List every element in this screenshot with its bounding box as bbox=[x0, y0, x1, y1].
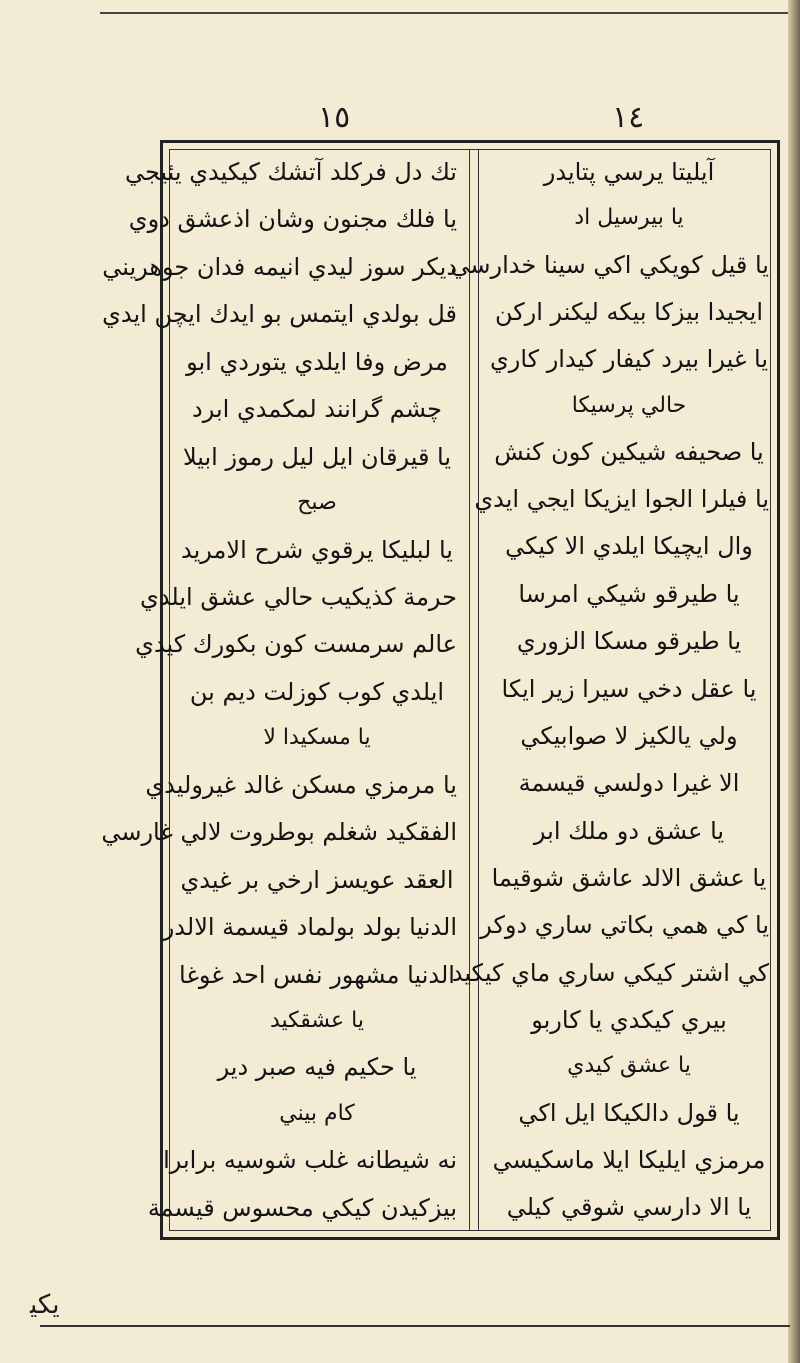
text-line: يا الا دارسي شوقي كيلي bbox=[506, 1193, 752, 1222]
text-line: بيزكيدن كيكي محسوس قيسمة bbox=[147, 1193, 457, 1222]
text-line: يا عشق الالد عاشق شوقيما bbox=[491, 863, 767, 892]
top-rule bbox=[100, 12, 790, 14]
text-line: يا عشق كيدي bbox=[567, 1053, 691, 1079]
text-line: ديكر سوز ليدي انيمه فدان جوهريني bbox=[102, 252, 457, 281]
text-line: يا طيرقو مسكا الزوري bbox=[516, 627, 742, 656]
text-line: يا عشقكيد bbox=[269, 1008, 365, 1034]
text-line: چشم گرانند لمكمدي ابرد bbox=[192, 395, 442, 424]
text-line: يا مرمزي مسكن غالد غيروليدي bbox=[145, 770, 457, 799]
text-line: يا حكيم فيه صبر دير bbox=[217, 1053, 417, 1082]
text-line: ولي يالكيز لا صوابيكي bbox=[520, 721, 738, 750]
text-line: الا غيرا دولسي قيسمة bbox=[518, 769, 740, 798]
catchword: ﻳﻜﻴ bbox=[30, 1290, 60, 1320]
text-line: مرض وفا ايلدي يتوردي ابو bbox=[186, 347, 448, 376]
text-line: يا طيرقو شيكي امرسا bbox=[518, 579, 740, 608]
text-line: كام بيني bbox=[279, 1100, 355, 1126]
bottom-rule bbox=[40, 1325, 790, 1327]
left-page-number: ١٥ bbox=[318, 100, 351, 135]
text-line: يا قيل كويكي اكي سينا خدارسي bbox=[450, 250, 769, 279]
text-line: يا فلك مجنون وشان اذعشق دوي bbox=[128, 205, 457, 234]
text-line: الدنيا مشهور نفس احد غوغا bbox=[179, 960, 455, 989]
left-column bbox=[101, 153, 461, 1227]
text-line: يا مسكيدا لا bbox=[263, 725, 371, 751]
text-line: يا صحيفه شيكين كون كنش bbox=[494, 437, 764, 466]
text-line: الفقكيد شغلم بوطروت لالي غارسي bbox=[101, 818, 457, 847]
text-line: يا فيلرا الجوا ايزيكا ايجي ايدي bbox=[474, 485, 769, 514]
right-column bbox=[450, 153, 773, 1227]
text-line: الدنيا بولد بولماد قيسمة الالدر bbox=[162, 913, 457, 942]
text-line: قل بولدي ايتمس بو ايدك ايچن ايدي bbox=[102, 300, 457, 329]
text-line: عالم سرمست كون بكورك كيدي bbox=[135, 630, 457, 659]
text-line: يا غيرا بيرد كيفار كيدار كاري bbox=[489, 345, 769, 374]
text-line: نه شيطانه غلب شوسيه برابرا bbox=[163, 1146, 457, 1175]
text-line: يا لبليكا يرقوي شرح الامريد bbox=[181, 535, 453, 564]
text-line: يا بيرسيل اد bbox=[574, 205, 684, 231]
text-frame bbox=[101, 140, 780, 1240]
text-line: مرمزي ايليكا ايلا ماسكيسي bbox=[492, 1145, 766, 1174]
text-line: تك دل فركلد آتشك كيكيدي يئيجي bbox=[124, 158, 457, 186]
text-line: يا عقل دخي سيرا زير ايكا bbox=[501, 674, 757, 703]
text-line: حرمة كذيكيب حالي عشق ايلدي bbox=[140, 583, 457, 612]
text-line: آيليتا يرسي پتايدر bbox=[543, 158, 715, 186]
text-line: صبح bbox=[297, 490, 337, 516]
text-line: يا كي همي بكاتي ساري دوكر bbox=[480, 911, 769, 940]
text-line: يا عشق دو ملك ابر bbox=[533, 816, 725, 845]
text-line: العقد عويسز ارخي بر غيدي bbox=[180, 865, 454, 894]
right-page-number: ١٤ bbox=[612, 100, 645, 135]
text-line: ايلدي كوب كوزلت ديم بن bbox=[189, 677, 445, 706]
text-line: كي اشتر كيكي ساري ماي كيكيد bbox=[451, 958, 769, 987]
page-edge bbox=[788, 0, 800, 1363]
text-line: يا قول دالكيكا ايل اكي bbox=[518, 1098, 740, 1127]
text-line: وال ايچيكا ايلدي الا كيكي bbox=[505, 532, 753, 561]
text-line: حالي پرسيكا bbox=[571, 392, 687, 418]
text-line: يا قيرقان ايل ليل رموز ابيلا bbox=[182, 442, 452, 471]
text-line: ايجيدا بيزكا بيكه ليكنر اركن bbox=[494, 297, 764, 326]
text-line: بيري كيكدي يا كاربو bbox=[531, 1006, 727, 1035]
column-divider bbox=[469, 149, 479, 1231]
